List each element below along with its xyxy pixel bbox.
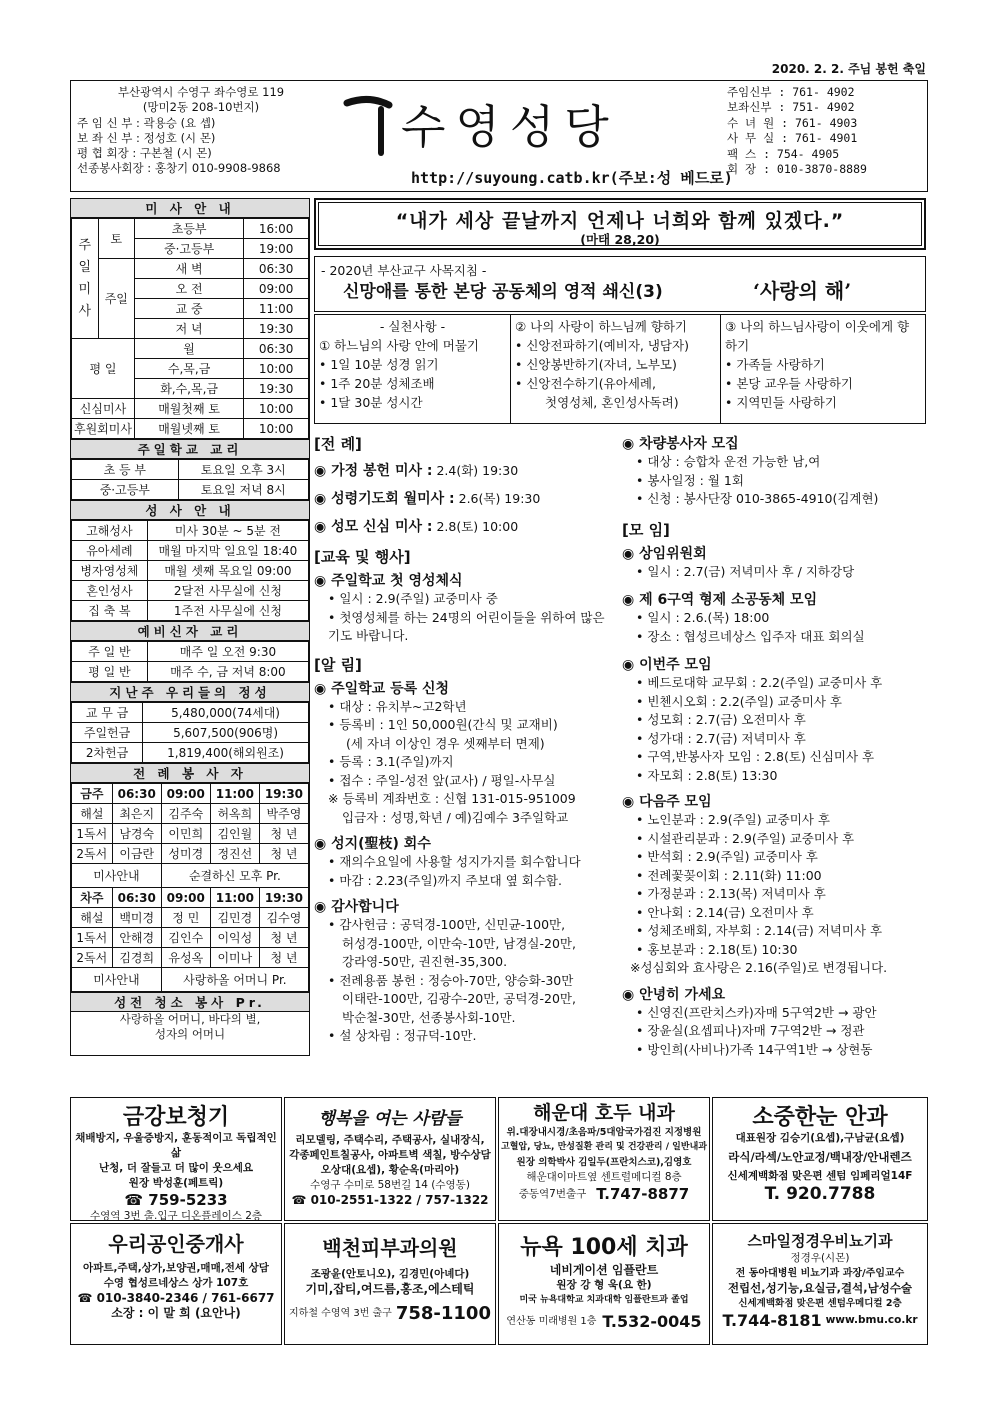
offering-name: 교 무 금 [72, 703, 143, 723]
sacrament-name: 혼인성사 [72, 581, 148, 601]
mass-name: 중·고등부 [134, 239, 243, 259]
mass-time: 06:30 [244, 339, 309, 359]
server-name: 김민경 [210, 908, 259, 928]
ad-phone: T. 920.7788 [764, 1184, 876, 1204]
volunteer-head: ◉ 차량봉사자 모집 [622, 433, 928, 453]
notice-line: (세 자녀 이상인 경우 셋째부터 면제) [346, 735, 545, 751]
server-name: 김수영 [259, 908, 308, 928]
liturgy-item [314, 488, 618, 508]
server-name: 김인수 [161, 928, 210, 948]
server-name: 이익성 [210, 928, 259, 948]
mass-time: 10:00 [244, 399, 309, 419]
class-name: 주 일 반 [72, 642, 148, 662]
ad-line: 정경우(시몬) [790, 1252, 850, 1264]
ad-line: 리모델링, 주택수리, 주택공사, 실내장식, [295, 1134, 485, 1146]
thanks-line: • 설 상차림 : 정규덕-10만. [314, 1027, 618, 1046]
mass-time: 09:00 [244, 279, 309, 299]
meeting-line: • 베드로대학 교무회 : 2.2(주일) 교중미사 후 [622, 674, 928, 693]
server-name: 최은지 [112, 804, 161, 824]
meeting-line: • 성모회 : 2.7(금) 오전미사 후 [622, 711, 928, 730]
sacrament-info: 매월 셋째 목요일 09:00 [147, 561, 308, 581]
server-name: 이민희 [161, 824, 210, 844]
cleaning-title: 성전 청소 봉사 Pr. [71, 992, 309, 1012]
liturgy-item [314, 460, 618, 480]
ad-line: 위.대장내시경/초음파/5대암국가검진 지정병원 [506, 1127, 702, 1138]
ad-line: 대표원장 김승기(요셉),구남균(요셉) [735, 1132, 905, 1144]
practice-item: • 1달 30분 성시간 [319, 393, 506, 412]
sacrament-info: 2달전 사무실에 신청 [147, 581, 308, 601]
mass-name: 새 벽 [134, 259, 243, 279]
meeting-line: • 반석회 : 2.9(주일) 교중미사 후 [622, 848, 928, 867]
ad-line: 중동역7번출구 [518, 1187, 587, 1200]
sunday-sub-label: 주일 [98, 259, 134, 339]
server-head: 11:00 [210, 888, 259, 908]
ad-line: 전립선,성기능,요실금,결석,남성수술 [727, 1281, 913, 1295]
saturday-label: 토 [98, 219, 134, 259]
class-name: 초 등 부 [72, 460, 179, 480]
notice-line: • 등록 : 3.1(주일)까지 [314, 753, 618, 772]
mass-time: 19:30 [244, 379, 309, 399]
practice-item: • 지역민들 사랑하기 [725, 393, 920, 412]
server-role: 2독서 [72, 948, 113, 968]
ad-line: 수영구 수미로 58번길 14 (수영동) [310, 1179, 470, 1191]
guide-label: 미사안내 [72, 968, 162, 992]
meeting-line: • 가정분과 : 2.13(목) 저녁미사 후 [622, 885, 928, 904]
practice-item: 첫영성체, 혼인성사독려) [545, 395, 679, 410]
ad-internal-medicine[interactable] [498, 1097, 710, 1221]
farewell-line: • 신영진(프란치스카)자매 5구역2반 → 광안 [622, 1004, 928, 1023]
logo-mark-icon [341, 91, 401, 161]
server-head: 09:00 [161, 784, 210, 804]
thanks-line: 강라영-50만, 권진현-35,300. [342, 954, 508, 969]
class-time: 토요일 저녁 8시 [178, 480, 308, 500]
item-head: 성령기도회 월미사 : [331, 491, 455, 507]
server-head: 차주 [72, 888, 113, 908]
practice-box [314, 314, 926, 424]
ad-footer: 소장 : 이 말 희 (요안나) [111, 1306, 241, 1320]
server-name: 청 년 [259, 824, 308, 844]
mass-day: 매월넷째 토 [134, 419, 243, 439]
server-name: 김주숙 [161, 804, 210, 824]
server-name: 정진선 [210, 844, 259, 864]
ad-line: 전 동아대병원 비뇨기과 과장/주임교수 [735, 1268, 905, 1279]
contact-line: 수 녀 원 : 761- 4903 [727, 115, 858, 130]
class-time: 매주 일 오전 9:30 [147, 642, 308, 662]
practice-head: ② 나의 사랑이 하느님께 향하기 [515, 319, 688, 334]
server-name: 백미경 [112, 908, 161, 928]
mass-name: 저 녁 [134, 319, 243, 339]
ad-title: 우리공인중개사 [108, 1232, 244, 1256]
farewell-head: ◉ 안녕히 가세요 [622, 984, 928, 1004]
offering-name: 주일헌금 [72, 723, 143, 743]
ad-line: 신세계백화점 맞은편 센텀 임페리얼14F [727, 1170, 913, 1182]
server-name: 성미경 [161, 844, 210, 864]
sacrament-info: 1주전 사무실에 신청 [147, 601, 308, 621]
meeting-line: • 자모회 : 2.8(토) 13:30 [622, 767, 928, 786]
mass-name: 월 [134, 339, 243, 359]
ad-dermatology[interactable] [284, 1223, 496, 1345]
offering-title: 지난주 우리들의 정성 [71, 682, 309, 702]
thanks-line: 박순철-30만, 선종봉사회-10만. [342, 1009, 516, 1025]
edu-head: ◉ 주일학교 첫 영성체식 [314, 570, 618, 590]
sacrament-table [71, 520, 309, 621]
mass-time: 11:00 [244, 299, 309, 319]
offering-name: 2차헌금 [72, 743, 143, 763]
class-time: 매주 수, 금 저녁 8:00 [147, 662, 308, 682]
ad-line: 원장 박성훈(페트릭) [128, 1177, 224, 1189]
server-name: 김인월 [210, 824, 259, 844]
server-name: 이금란 [112, 844, 161, 864]
ad-line: 아파트,주택,상가,보양권,매매,전세 상담 [83, 1262, 269, 1274]
mass-day: 매월첫째 토 [134, 399, 243, 419]
mass-name: 수,목,금 [134, 359, 243, 379]
ad-line: 신세계백화점 맞은편 센텀우메디컬 2층 [738, 1298, 902, 1309]
ad-phone: ☎ 759-5233 [124, 1191, 228, 1209]
servers-week1-table [71, 783, 309, 992]
catechumen-table [71, 641, 309, 682]
meeting-line: • 장소 : 협성르네상스 입주자 대표 회의실 [622, 628, 928, 647]
item-head: 성모 신심 미사 : [331, 519, 433, 535]
thanks-line: • 전례용품 봉헌 : 정승아-70만, 양승화-30만 [314, 972, 618, 991]
notice-line: • 대상 : 유치부~고2학년 [314, 698, 618, 717]
server-role: 1독서 [72, 824, 113, 844]
ad-title: 뉴욕 100세 치과 [520, 1235, 688, 1260]
mass-name: 신심미사 [72, 399, 135, 419]
ad-dental[interactable] [498, 1223, 710, 1345]
server-head: 11:00 [210, 784, 259, 804]
thanks-line: • 감사헌금 : 공덕경-100만, 신민균-100만, [314, 916, 618, 935]
server-role: 1독서 [72, 928, 113, 948]
mass-name: 화,수,목,금 [134, 379, 243, 399]
edu-title: [교육 및 행사] [314, 548, 411, 566]
ad-title: 스마일정경우비뇨기과 [747, 1232, 893, 1250]
sacrament-name: 병자영성체 [72, 561, 148, 581]
weekday-label: 평 일 [72, 339, 135, 399]
practice-head: ① 하느님의 사랑 안에 머물기 [319, 338, 479, 353]
server-name: 허옥희 [210, 804, 259, 824]
class-name: 평 일 반 [72, 662, 148, 682]
contact-line: 팩 스 : 754- 4905 [727, 146, 840, 161]
practice-item: • 가족들 사랑하기 [725, 355, 920, 374]
mass-time: 19:30 [244, 319, 309, 339]
mass-time: 16:00 [244, 219, 309, 239]
scripture-quote-box [314, 198, 926, 250]
ad-line: 네비게이션 임플란트 [549, 1263, 659, 1277]
offering-amount: 5,480,000(74세대) [143, 703, 309, 723]
ad-remodeling[interactable] [284, 1097, 496, 1221]
meeting-line: • 시설관리분과 : 2.9(주일) 교중미사 후 [622, 830, 928, 849]
motto-highlight: ‘사랑의 해’ [753, 279, 852, 303]
server-name: 청 년 [259, 844, 308, 864]
mass-title: 미 사 안 내 [71, 199, 309, 218]
motto-main: 신망애를 통한 본당 공동체의 영적 쇄신(3) [343, 282, 663, 302]
ad-line: 라식/라섹/노안교정/백내장/안내렌즈 [728, 1150, 912, 1164]
mass-time: 19:00 [244, 239, 309, 259]
server-name: 정 민 [161, 908, 210, 928]
server-head: 금주 [72, 784, 113, 804]
edu-line: • 첫영성체를 하는 24명의 어린이들을 위하여 많은 기도 바랍니다. [314, 609, 618, 646]
assistant-line: 보 좌 신 부 : 정성호 (시 몬) [77, 130, 216, 145]
edu-line: • 일시 : 2.9(주일) 교중미사 중 [314, 590, 618, 609]
registration-head: ◉ 주일학교 등록 신청 [314, 678, 618, 698]
pastoral-motto-box [314, 256, 926, 312]
ad-footer: 지하철 수영역 3번 출구 [289, 1308, 392, 1319]
meeting-line: • 구역,반봉사자 모임 : 2.8(토) 신심미사 후 [622, 748, 928, 767]
ad-hearing-aid[interactable] [70, 1097, 282, 1221]
meeting-line: • 일시 : 2.7(금) 저녁미사 후 / 지하강당 [622, 563, 928, 582]
offering-amount: 5,607,500(906명) [143, 723, 309, 743]
server-name: 청 년 [259, 948, 308, 968]
parish-info [77, 85, 325, 177]
notice-title: [알 림] [314, 655, 362, 674]
server-name: 유성옥 [161, 948, 210, 968]
guide-value: 사랑하올 어머니 Pr. [161, 968, 308, 992]
item-value: 2.4(화) 19:30 [432, 463, 519, 478]
mass-time: 06:30 [244, 259, 309, 279]
council-line: 평 협 회장 : 구본철 (시 몬) [77, 146, 212, 161]
ad-footer: 연산동 미래병원 1층 [506, 1316, 597, 1327]
news-left-column [314, 433, 618, 1046]
ad-line: 기미,잡티,여드름,홍조,에스테틱 [305, 1282, 475, 1296]
ad-title: 금강보청기 [122, 1104, 230, 1130]
sacrament-name: 유아세례 [72, 541, 148, 561]
mass-table [71, 218, 309, 439]
ad-line: 난청, 더 잘들고 더 많이 웃으세요 [98, 1162, 254, 1174]
ad-line: 각종페인트칠공사, 아파트벽 색칠, 방수상담 [289, 1149, 491, 1161]
volunteer-line: • 대상 : 승합차 운전 가능한 남,여 [622, 453, 928, 472]
cleaning-line: 사랑하올 어머니, 바다의 별, [119, 1012, 261, 1026]
mass-name: 초등부 [134, 219, 243, 239]
ad-line: 조광윤(안토니오), 김경민(아녜다) [310, 1268, 470, 1280]
server-name: 이미나 [210, 948, 259, 968]
ad-line: 채배방지, 우울증방지, 훈동적이고 독립적인 삶 [75, 1132, 277, 1159]
notice-line: 입금자 : 성명,학년 / 예)김예수 3주일학교 [342, 809, 569, 825]
meeting-line: • 성체조배회, 자부회 : 2.14(금) 저녁미사 후 [622, 922, 928, 941]
ad-footer: 수영역 3번 출.입구 디온플레이스 2층 [89, 1210, 263, 1221]
practice-col-1 [315, 315, 511, 423]
cleaning-groups [71, 1012, 309, 1042]
ad-title: 소중한눈 안과 [752, 1105, 888, 1130]
practice-col-3 [721, 315, 924, 423]
ad-phone: T.747-8877 [596, 1185, 690, 1203]
server-name: 김경희 [112, 948, 161, 968]
server-head: 19:30 [259, 888, 308, 908]
guide-label: 미사안내 [72, 864, 162, 888]
practice-item: • 1일 10분 성경 읽기 [319, 355, 506, 374]
mass-time: 10:00 [244, 359, 309, 379]
ad-line: 해운대이마트옆 센트럴메디컬 8층 [526, 1171, 682, 1183]
address-line: (망미2동 208-10번지) [142, 100, 260, 115]
class-time: 토요일 오후 3시 [178, 460, 308, 480]
item-value: 2.8(토) 10:00 [432, 519, 519, 534]
sunday-school-title: 주일학교 교리 [71, 439, 309, 459]
address-line: 부산광역시 수영구 좌수영로 119 [117, 85, 285, 99]
sacrament-name: 집 축 복 [72, 601, 148, 621]
server-head: 06:30 [112, 784, 161, 804]
ad-phone: ☎ 010-3840-2346 / 761-6677 [77, 1291, 275, 1305]
server-name: 남경숙 [112, 824, 161, 844]
meeting-head: ◉ 상임위원회 [622, 543, 928, 563]
guide-value: 순결하신 모후 Pr. [161, 864, 308, 888]
meeting-line: • 성가대 : 2.7(금) 저녁미사 후 [622, 730, 928, 749]
ad-urology[interactable] [712, 1223, 928, 1345]
server-name: 청 년 [259, 928, 308, 948]
item-value: 2.6(목) 19:30 [454, 491, 541, 506]
ad-phone: T.532-0045 [602, 1312, 702, 1331]
sunday-school-table [71, 459, 309, 500]
practice-item: • 신앙전수하기(유아세례, [515, 374, 716, 393]
palm-head: ◉ 성지(聖枝) 회수 [314, 833, 618, 853]
server-head: 06:30 [112, 888, 161, 908]
server-role: 2독서 [72, 844, 113, 864]
meeting-line: • 전례꽃꽂이회 : 2.11(화) 11:00 [622, 867, 928, 886]
practice-item: • 신앙봉반하기(자녀, 노부모) [515, 355, 716, 374]
ad-line: 수영 협성르네상스 상가 107호 [103, 1277, 249, 1289]
sacrament-info: 매월 마지막 일요일 18:40 [147, 541, 308, 561]
meeting-line: ※성심회와 효사랑은 2.16(주일)로 변경됩니다. [630, 960, 888, 975]
meeting-line: • 노인분과 : 2.9(주일) 교중미사 후 [622, 811, 928, 830]
server-head: 09:00 [161, 888, 210, 908]
scripture-quote: “내가 세상 끝날까지 언제나 너희와 함께 있겠다.” [395, 210, 845, 232]
ad-line: 오상대(요셉), 황순옥(마리아) [320, 1164, 460, 1176]
cleaning-line: 성자의 어머니 [154, 1027, 226, 1041]
liturgy-item [314, 516, 618, 536]
server-head: 19:30 [259, 784, 308, 804]
mass-name: 후원회미사 [72, 419, 135, 439]
farewell-line: • 방인희(사비나)가족 14구역1반 → 상현동 [622, 1041, 928, 1060]
logo-text: 수영성당 [401, 100, 619, 154]
meeting-line: • 홍보분과 : 2.18(토) 10:30 [622, 941, 928, 960]
ad-phone: 758-1100 [395, 1303, 491, 1324]
sacrament-name: 고해성사 [72, 521, 148, 541]
news-right-column [622, 433, 928, 1059]
pastor-line: 주 임 신 부 : 곽용승 (요 셉) [77, 115, 216, 130]
mass-time: 10:00 [244, 419, 309, 439]
contact-line: 주임신부 : 761- 4902 [727, 85, 855, 99]
thanks-line: 허성경-100만, 이만숙-10만, 남경실-20만, [342, 935, 576, 951]
sunday-label: 주일미사 [72, 219, 99, 339]
servers-title: 전 례 봉 사 자 [71, 763, 309, 783]
ad-title: 행복을 여는 사람들 [318, 1109, 462, 1129]
catechumen-title: 예비신자 교리 [71, 621, 309, 641]
ad-line: 고혈압, 당뇨, 만성질환 관리 및 건강관리 / 일반내과 [501, 1142, 707, 1152]
notice-line: • 접수 : 주일-성전 앞(교사) / 평일-사무실 [314, 772, 618, 791]
farewell-line: • 장윤실(요셉피나)자매 7구역2반 → 정관 [622, 1022, 928, 1041]
sacrament-info: 미사 30분 ~ 5분 전 [147, 521, 308, 541]
ad-realtor[interactable] [70, 1223, 282, 1345]
offering-amount: 1,819,400(해외원조) [143, 743, 309, 763]
liturgy-title: [전 례] [314, 435, 362, 453]
bulletin-date: 2020. 2. 2. 주님 봉헌 축일 [771, 62, 926, 76]
ad-footer: www.bmu.co.kr [825, 1314, 918, 1326]
ad-line: 원장 의학박사 김일두(프란치스코),김영호 [516, 1157, 692, 1168]
ad-phone: ☎ 010-2551-1322 / 757-1322 [291, 1193, 489, 1207]
parish-url[interactable]: http://suyoung.catb.kr(주보:성 베드로) [411, 169, 733, 187]
server-name: 박주영 [259, 804, 308, 824]
scripture-ref: (마태 28,20) [580, 232, 660, 247]
practice-col-2 [511, 315, 721, 423]
funeral-line: 선종봉사회장 : 홍창기 010-9908-9868 [77, 161, 281, 176]
contact-line: 회 장 : 010-3870-8889 [727, 162, 867, 177]
meeting-head: ◉ 다음주 모임 [622, 791, 928, 811]
meeting-head: ◉ 이번주 모임 [622, 654, 928, 674]
item-head: 가정 봉헌 미사 : [331, 463, 433, 479]
server-role: 해설 [72, 908, 113, 928]
practice-item: • 신앙전파하기(예비자, 냉담자) [515, 336, 716, 355]
practice-item: • 본당 교우들 사랑하기 [725, 374, 920, 393]
parish-logo [341, 83, 721, 163]
ad-title: 해운대 호두 내과 [533, 1102, 675, 1124]
motto-small: - 2020년 부산교구 사목지침 - [321, 263, 487, 278]
practice-title: - 실천사항 - [379, 319, 446, 334]
ad-title: 백천피부과의원 [322, 1236, 458, 1260]
sacrament-title: 성 사 안 내 [71, 500, 309, 520]
meeting-line: • 빈첸시오회 : 2.2(주일) 교중미사 후 [622, 693, 928, 712]
class-name: 중·고등부 [72, 480, 179, 500]
meeting-head: ◉ 제 6구역 형제 소공동체 모임 [622, 589, 928, 609]
notice-line: ※ 등록비 계좌번호 : 신협 131-015-951009 [328, 791, 576, 806]
meeting-title: [모 임] [622, 520, 670, 539]
thanks-line: 이태란-100만, 김광수-20만, 공덕경-20만, [342, 991, 576, 1006]
ad-line: 원장 강 형 욱(요 한) [556, 1279, 652, 1291]
server-name: 안해경 [112, 928, 161, 948]
ad-line: 미국 뉴욕대학교 치과대학 임플란트과 졸업 [519, 1295, 689, 1305]
contact-line: 보좌신부 : 751- 4902 [727, 100, 855, 115]
ad-eye-clinic[interactable] [712, 1097, 928, 1221]
mass-name: 오 전 [134, 279, 243, 299]
meeting-line: • 일시 : 2.6.(목) 18:00 [622, 609, 928, 628]
contact-list [727, 85, 925, 177]
practice-item: • 1주 20분 성체조배 [319, 374, 506, 393]
offering-table [71, 702, 309, 763]
practice-head: ③ 나의 하느님사랑이 이웃에게 향하기 [725, 319, 910, 353]
volunteer-line: • 신청 : 봉사단장 010-3865-4910(김계현) [622, 490, 928, 509]
left-column [70, 198, 310, 1056]
thanks-head: ◉ 감사합니다 [314, 896, 618, 916]
notice-line: • 마감 : 2.23(주일)까지 주보대 옆 회수함. [314, 872, 618, 891]
notice-line: • 등록비 : 1인 50,000원(간식 및 교재비) [314, 716, 618, 735]
mass-name: 교 중 [134, 299, 243, 319]
volunteer-line: • 봉사일정 : 월 1회 [622, 472, 928, 491]
meeting-line: • 안나회 : 2.14(금) 오전미사 후 [622, 904, 928, 923]
server-role: 해설 [72, 804, 113, 824]
header-box [70, 80, 928, 192]
ad-phone: T.744-8181 [722, 1311, 822, 1330]
notice-line: • 재의수요일에 사용할 성지가지를 회수합니다 [314, 853, 618, 872]
contact-line: 사 무 실 : 761- 4901 [727, 131, 858, 146]
